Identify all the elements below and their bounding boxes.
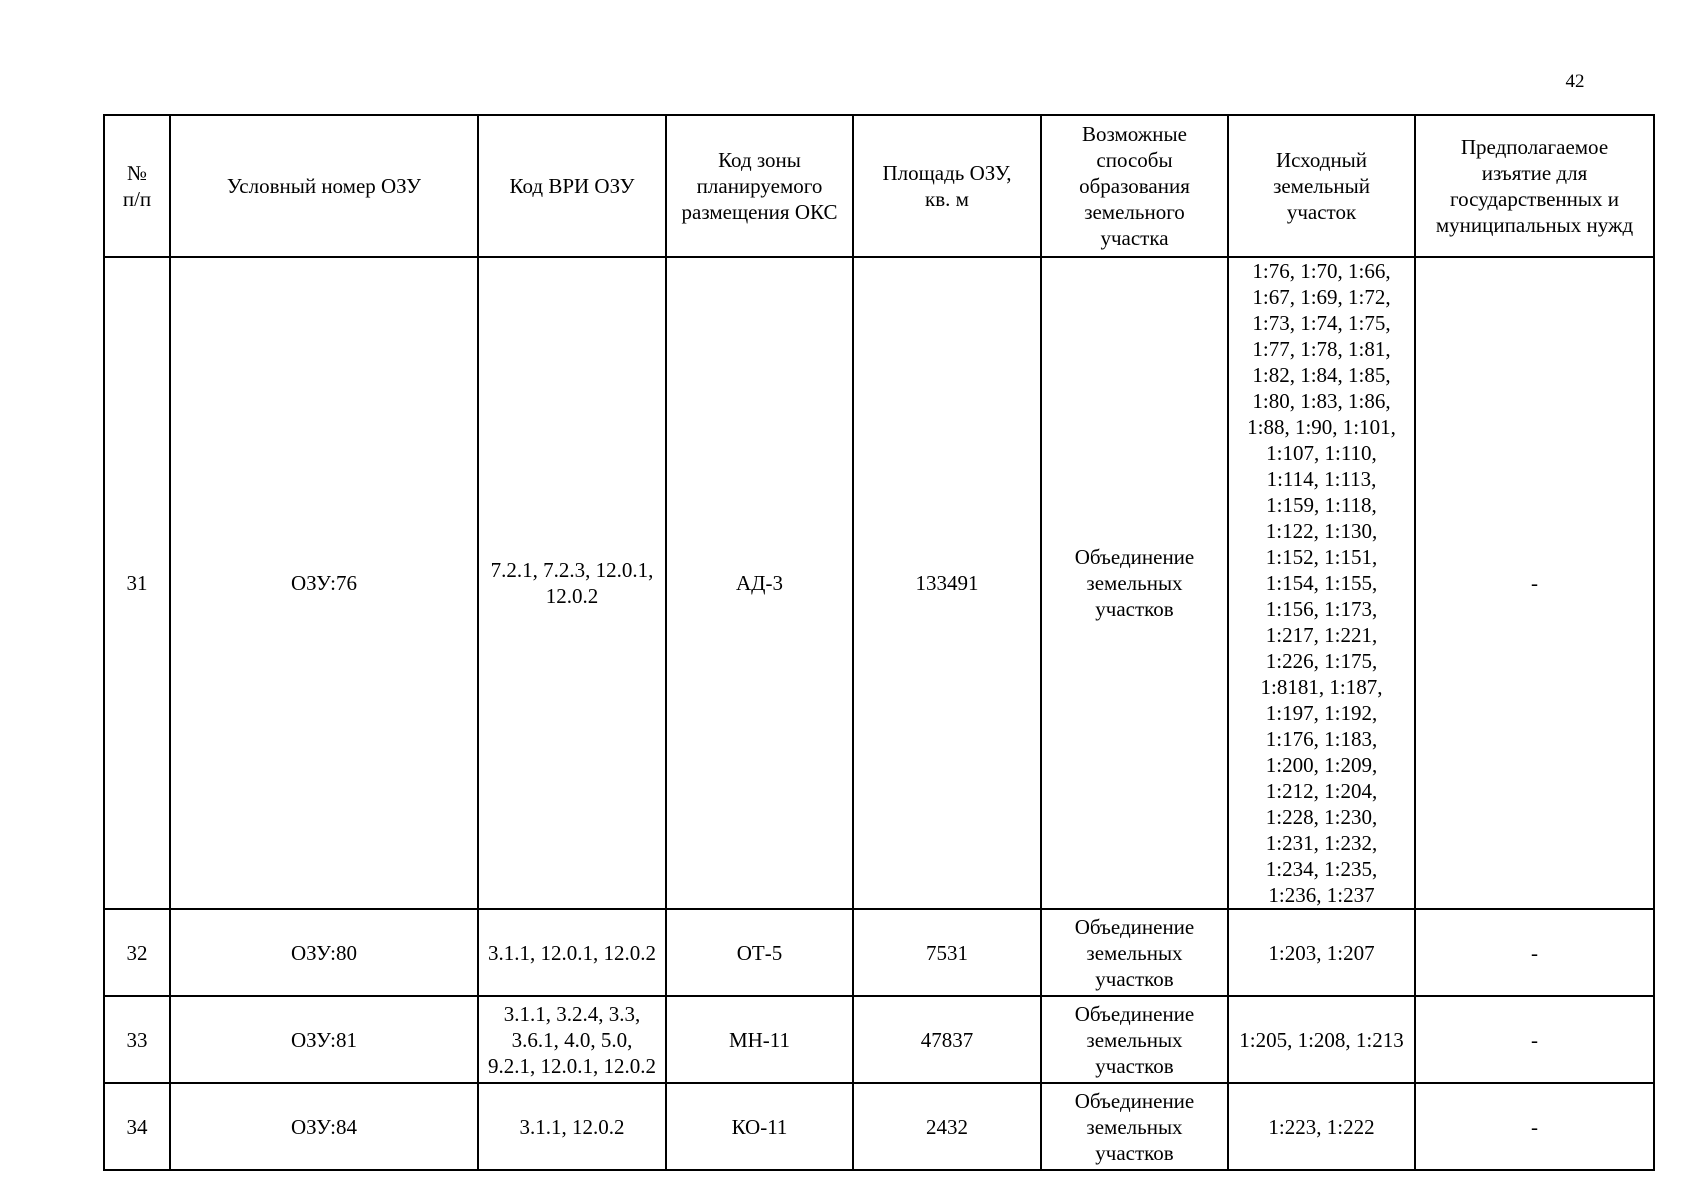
cell-number: 34 <box>104 1083 170 1170</box>
cell-area: 2432 <box>853 1083 1041 1170</box>
cell-source-plot: 1:203, 1:207 <box>1228 909 1415 996</box>
page-number: 42 <box>1565 71 1585 92</box>
cell-seizure: - <box>1415 909 1654 996</box>
cell-vri-code: 3.1.1, 12.0.2 <box>478 1083 666 1170</box>
cell-area: 7531 <box>853 909 1041 996</box>
cell-zone-code: КО-11 <box>666 1083 853 1170</box>
cell-formation-method: Объединение земельных участков <box>1041 909 1228 996</box>
header-ozu-number: Условный номер ОЗУ <box>170 115 478 257</box>
cell-source-plot: 1:76, 1:70, 1:66, 1:67, 1:69, 1:72, 1:73, 1:74, 1:75, 1:77, 1:78, 1:81, 1:82, 1:84, 1:85, 1:80, 1:83, 1:86, 1:88, 1:90, 1:101, 1:107, 1:110, 1:114, 1:113, 1:159, 1:118, 1:122, 1:130, 1:152, 1:151, 1:154, 1:155, 1:156, 1:173, 1:217, 1:221, 1:226, 1:175, 1:8181, 1:187, 1:197, 1:192, 1:176, 1:183, 1:200, 1:209, 1:212, 1:204, 1:228, 1:230, 1:231, 1:232, 1:234, 1:235, 1:236, 1:237 <box>1228 257 1415 909</box>
cell-formation-method: Объединение земельных участков <box>1041 1083 1228 1170</box>
cell-source-plot: 1:205, 1:208, 1:213 <box>1228 996 1415 1083</box>
table-row <box>104 1083 1654 1170</box>
cell-seizure: - <box>1415 1083 1654 1170</box>
cell-vri-code: 7.2.1, 7.2.3, 12.0.1, 12.0.2 <box>478 257 666 909</box>
cell-source-plot: 1:223, 1:222 <box>1228 1083 1415 1170</box>
cell-ozu-number: ОЗУ:80 <box>170 909 478 996</box>
table-row <box>104 257 1654 909</box>
cell-seizure: - <box>1415 996 1654 1083</box>
cell-zone-code: МН-11 <box>666 996 853 1083</box>
table-row <box>104 996 1654 1083</box>
header-area: Площадь ОЗУ, кв. м <box>853 115 1041 257</box>
cell-number: 33 <box>104 996 170 1083</box>
cell-area: 133491 <box>853 257 1041 909</box>
cell-number: 32 <box>104 909 170 996</box>
cell-seizure: - <box>1415 257 1654 909</box>
cell-ozu-number: ОЗУ:84 <box>170 1083 478 1170</box>
cell-formation-method: Объединение земельных участков <box>1041 996 1228 1083</box>
header-seizure: Предполагаемое изъятие для государственных и муниципальных нужд <box>1415 115 1654 257</box>
header-formation-methods: Возможные способы образования земельного участка <box>1041 115 1228 257</box>
header-number: № п/п <box>104 115 170 257</box>
table-header-row <box>104 115 1654 257</box>
table-row <box>104 909 1654 996</box>
cell-vri-code: 3.1.1, 3.2.4, 3.3, 3.6.1, 4.0, 5.0, 9.2.1, 12.0.1, 12.0.2 <box>478 996 666 1083</box>
header-source-plot: Исходный земельный участок <box>1228 115 1415 257</box>
header-zone-code: Код зоны планируемого размещения ОКС <box>666 115 853 257</box>
cell-vri-code: 3.1.1, 12.0.1, 12.0.2 <box>478 909 666 996</box>
cell-formation-method: Объединение земельных участков <box>1041 257 1228 909</box>
cell-zone-code: ОТ-5 <box>666 909 853 996</box>
cell-zone-code: АД-3 <box>666 257 853 909</box>
header-vri-code: Код ВРИ ОЗУ <box>478 115 666 257</box>
cell-area: 47837 <box>853 996 1041 1083</box>
cell-number: 31 <box>104 257 170 909</box>
land-plots-table <box>103 114 1655 1171</box>
cell-ozu-number: ОЗУ:81 <box>170 996 478 1083</box>
cell-ozu-number: ОЗУ:76 <box>170 257 478 909</box>
